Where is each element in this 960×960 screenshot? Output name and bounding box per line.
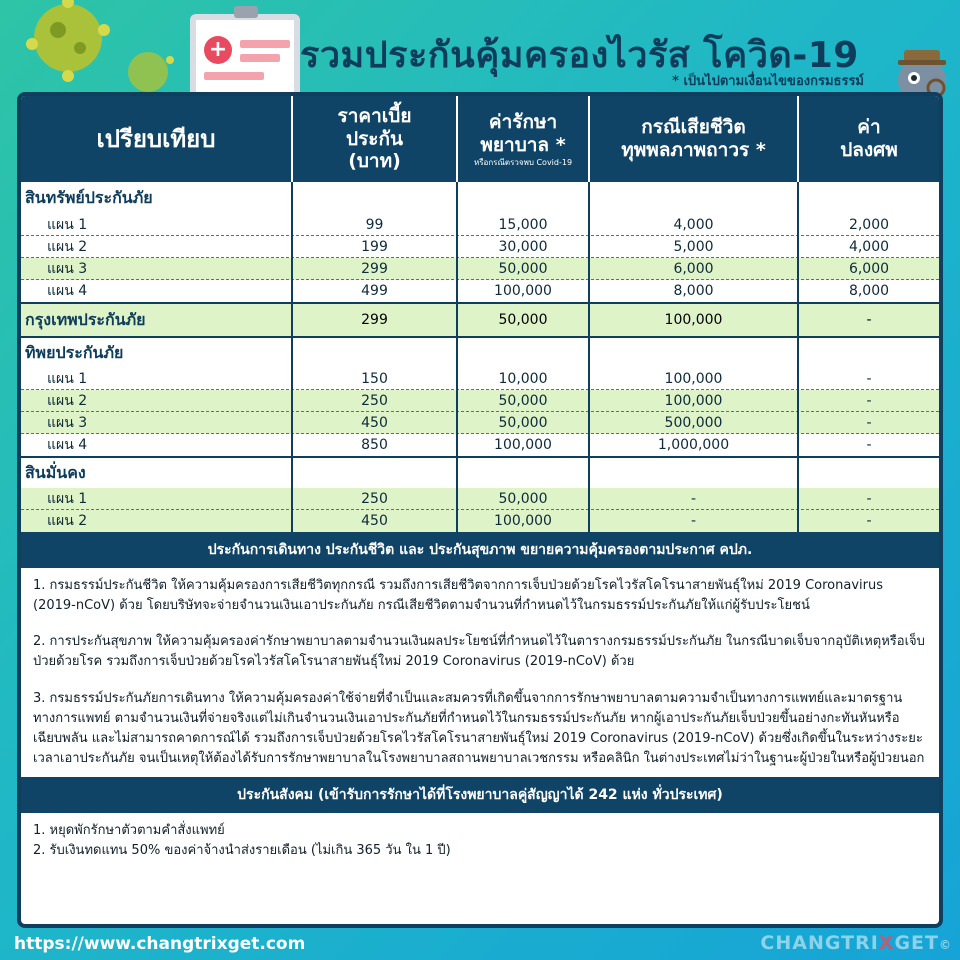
table-row: แผน 4 850 100,000 1,000,000 - [21, 434, 939, 456]
col-medical: ค่ารักษาพยาบาล * หรือกรณีตรวจพบ Covid-19 [458, 96, 590, 182]
table-row: แผน 2 250 50,000 100,000 - [21, 390, 939, 412]
social-security-item: 2. รับเงินทดแทน 50% ของค่าจ้างนำส่งรายเดือน (ไม่เกิน 365 วัน ใน 1 ปี) [33, 842, 451, 858]
comparison-card [17, 92, 943, 928]
brand-logo: CHANGTRIXGET© [760, 932, 952, 954]
section-title-coverage: ประกันการเดินทาง ประกันชีวิต และ ประกันสุขภาพ ขยายความคุ้มครองตามประกาศ คปภ. [21, 532, 939, 568]
table-row: แผน 1 250 50,000 - - [21, 488, 939, 510]
coverage-details [21, 568, 939, 777]
section-title-social-security: ประกันสังคม (เข้ารับการรักษาได้ที่โรงพยาบาลคู่สัญญาได้ 242 แห่ง ทั่วประเทศ) [21, 777, 939, 813]
company-name: กรุงเทพประกันภัย [25, 309, 146, 329]
group-row [21, 336, 939, 368]
table-row: แผน 1 99 15,000 4,000 2,000 [21, 214, 939, 236]
coverage-item: 1. กรมธรรม์ประกันชีวิต ให้ความคุ้มครองการเสียชีวิตทุกกรณี รวมถึงการเสียชีวิตจากการเจ็บป่วยด้วยโรคไวรัสโคโรนาสายพันธุ์ใหม่ 2019 Coronavirus (2019-nCoV) ด้วย โดยบริษัทจะจ่ายจำนวนเงินเอาประกันภัย กรณีเสียชีวิตตามจำนวนที่กำหนดไว้ในกรมธรรม์ประกันภัยให้แก่ผู้รับประโยชน์ [33, 578, 883, 614]
group-row [21, 456, 939, 488]
table-row: แผน 4 499 100,000 8,000 8,000 [21, 280, 939, 302]
table-row: แผน 2 199 30,000 5,000 4,000 [21, 236, 939, 258]
social-security-details [21, 813, 939, 868]
table-row: กรุงเทพประกันภัย 299 50,000 100,000 - [21, 302, 939, 336]
virus-illustration [8, 0, 178, 100]
col-compare: เปรียบเทียบ [21, 96, 293, 182]
coverage-item: 2. การประกันสุขภาพ ให้ความคุ้มครองค่ารักษาพยาบาลตามจำนวนเงินผลประโยชน์ที่กำหนดไว้ในตารางกรมธรรม์ประกันภัย ในกรณีบาดเจ็บจากอุบัติเหตุหรือเจ็บป่วยด้วยโรค รวมถึงการเจ็บป่วยด้วยโรคไวรัสโคโรนาสายพันธุ์ใหม่ 2019 Coronavirus (2019-nCoV) ด้วย [33, 634, 925, 670]
table-row: แผน 1 150 10,000 100,000 - [21, 368, 939, 390]
col-funeral: ค่าปลงศพ [840, 116, 898, 161]
page-title: รวมประกันคุ้มครองไวรัส โควิด-19 [300, 35, 859, 76]
website-link[interactable]: https://www.changtrixget.com [14, 934, 306, 954]
company-name: สินทรัพย์ประกันภัย [25, 187, 153, 207]
col-premium: ราคาเบี้ยประกัน (บาท) [293, 96, 458, 182]
table-row: แผน 3 299 50,000 6,000 6,000 [21, 258, 939, 280]
conditions-note: * เป็นไปตามเงื่อนไขของกรมธรรม์ [672, 74, 864, 89]
table-header [21, 96, 939, 182]
company-name: ทิพยประกันภัย [25, 342, 124, 362]
social-security-item: 1. หยุดพักรักษาตัวตามคำสั่งแพทย์ [33, 823, 225, 839]
company-name: สินมั่นคง [25, 462, 86, 482]
group-row [21, 182, 939, 214]
col-death: กรณีเสียชีวิตทุพพลภาพถาวร * [590, 96, 799, 182]
clipboard-icon: + [190, 14, 300, 98]
table-row: แผน 2 450 100,000 - - [21, 510, 939, 532]
table-row: แผน 3 450 50,000 500,000 - [21, 412, 939, 434]
coverage-item: 3. กรมธรรม์ประกันภัยการเดินทาง ให้ความคุ้มครองค่าใช้จ่ายที่จำเป็นและสมควรที่เกิดขึ้นจากการรักษาพยาบาลตามความจำเป็นทางการแพทย์และมาตรฐานทางการแพทย์ ตามจำนวนเงินที่จ่ายจริงแต่ไม่เกินจำนวนเงินเอาประกันภัยที่กำหนดไว้ในกรมธรรม์ประกันภัย หากผู้เอาประกันภัยเจ็บป่วยขึ้นอย่างกะทันหันหรือเฉียบพลัน และไม่สามารถคาดการณ์ได้ รวมถึงการเจ็บป่วยด้วยโรคไวรัสโคโรนาสายพันธุ์ใหม่ 2019 Coronavirus (2019-nCoV) ด้วยซึ่งเกิดขึ้นในระหว่างระยะเวลาเอาประกันภัย จนเป็นเหตุให้ต้องได้รับการรักษาพยาบาลในโรงพยาบาลสถานพยาบาลเวชกรรม หรือคลินิก ในต่างประเทศไม่ว่าในฐานะผู้ป่วยในหรือผู้ป่วยนอก [33, 690, 925, 766]
